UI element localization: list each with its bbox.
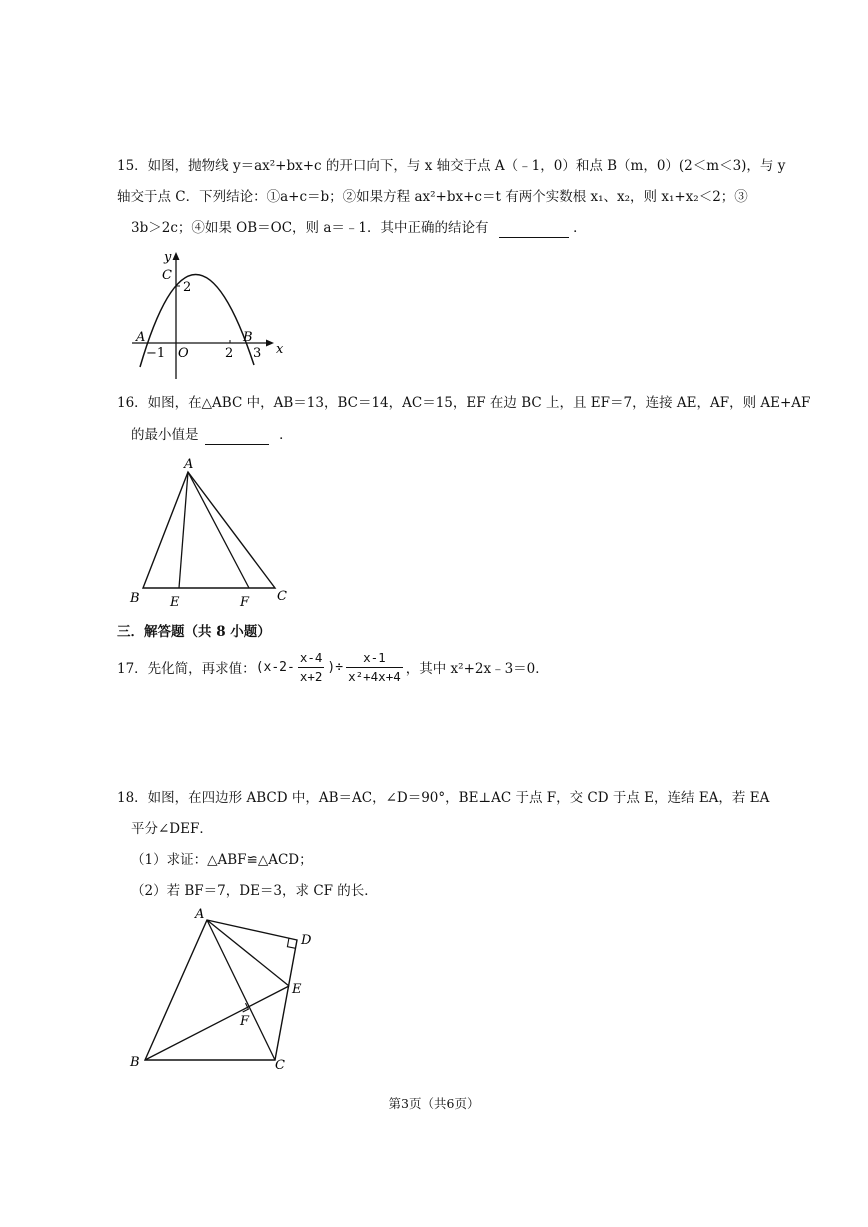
label-F: F: [240, 1014, 250, 1029]
q17-fraction-2-denominator: x²+4x+4: [348, 668, 401, 684]
q15-line-3-text: 3b＞2c；④如果 OB＝OC，则 a＝﹣1．其中正确的结论有: [131, 220, 489, 236]
label-B: B: [243, 330, 253, 345]
q15-answer-blank: [499, 223, 569, 238]
q18-quadrilateral-figure: [125, 900, 325, 1080]
label-minus-1: −1: [146, 346, 166, 361]
segment-AE: [179, 472, 188, 588]
q18-part-1: （1）求证：△ABF≌△ACD；: [131, 852, 313, 868]
q17-fraction-1: [298, 650, 325, 685]
q18-line-1: 18．如图，在四边形 ABCD 中，AB＝AC，∠D＝90°，BE⊥AC 于点 F，交 CD 于点 E，连结 EA，若 EA: [117, 790, 770, 806]
q17-close-divide: )÷: [327, 659, 344, 675]
label-O: O: [178, 346, 189, 361]
q15-line-2: 轴交于点 C．下列结论：①a+c＝b；②如果方程 ax²+bx+c＝t 有两个实数根 x₁、x₂，则 x₁+x₂＜2；③: [117, 189, 748, 205]
label-tick-3-x: 3: [253, 346, 262, 361]
q16-triangle-figure: [125, 452, 300, 612]
q17-line: [117, 647, 549, 687]
label-B: B: [130, 1055, 140, 1070]
label-C: C: [277, 589, 287, 604]
label-tick-2-y: 2: [183, 280, 192, 295]
label-E: E: [292, 982, 302, 997]
quadrilateral-ABCD: [145, 920, 297, 1060]
q16-answer-blank: [205, 430, 269, 445]
q17-fraction-1-numerator: x-4: [298, 650, 325, 668]
label-F: F: [240, 595, 250, 610]
q15-line-3-end: ．: [573, 220, 587, 236]
q16-line-2-end: ．: [279, 427, 293, 443]
x-axis-arrow: [266, 340, 274, 347]
label-B: B: [130, 591, 140, 606]
q18-part-2: （2）若 BF＝7，DE＝3，求 CF 的长．: [131, 883, 378, 899]
segment-AC: [207, 920, 275, 1060]
q16-line-2: [131, 425, 293, 445]
segment-AF: [188, 472, 249, 588]
label-y: y: [164, 250, 172, 265]
segment-BE: [145, 986, 289, 1060]
q17-prefix: 17．先化简，再求值：: [117, 661, 256, 677]
label-E: E: [170, 595, 180, 610]
label-A: A: [184, 457, 194, 472]
q15-line-1: 15．如图，抛物线 y＝ax²+bx+c 的开口向下，与 x 轴交于点 A（﹣1，0）和点 B（m，0）(2＜m＜3)，与 y: [117, 158, 786, 174]
q17-open: (x-2-: [255, 659, 295, 675]
page-number: 第3页（共6页）: [388, 1096, 480, 1111]
label-C: C: [162, 268, 172, 283]
q15-line-3: [131, 218, 587, 238]
label-tick-2-x: 2: [225, 346, 234, 361]
q17-suffix: ，其中 x²+2x﹣3＝0．: [405, 661, 549, 677]
triangle-ABC: [143, 472, 275, 588]
q18-line-2: 平分∠DEF．: [131, 821, 213, 837]
label-A: A: [195, 907, 205, 922]
q16-line-2-text: 的最小值是: [131, 427, 199, 443]
section-3-title: 三．解答题（共 8 小题）: [117, 624, 271, 640]
label-x: x: [276, 342, 284, 357]
y-axis-arrow: [173, 252, 180, 260]
label-C: C: [275, 1058, 285, 1073]
q16-line-1: 16．如图，在△ABC 中，AB＝13，BC＝14，AC＝15，EF 在边 BC 上，且 EF＝7，连接 AE，AF，则 AE+AF: [117, 395, 811, 411]
label-D: D: [301, 933, 312, 948]
q17-fraction-2-numerator: x-1: [346, 650, 403, 668]
label-A: A: [136, 330, 146, 345]
q17-fraction-1-denominator: x+2: [299, 668, 323, 684]
q17-fraction-2: [346, 650, 403, 685]
segment-AE: [207, 920, 289, 986]
q15-parabola-graph: [128, 245, 288, 385]
